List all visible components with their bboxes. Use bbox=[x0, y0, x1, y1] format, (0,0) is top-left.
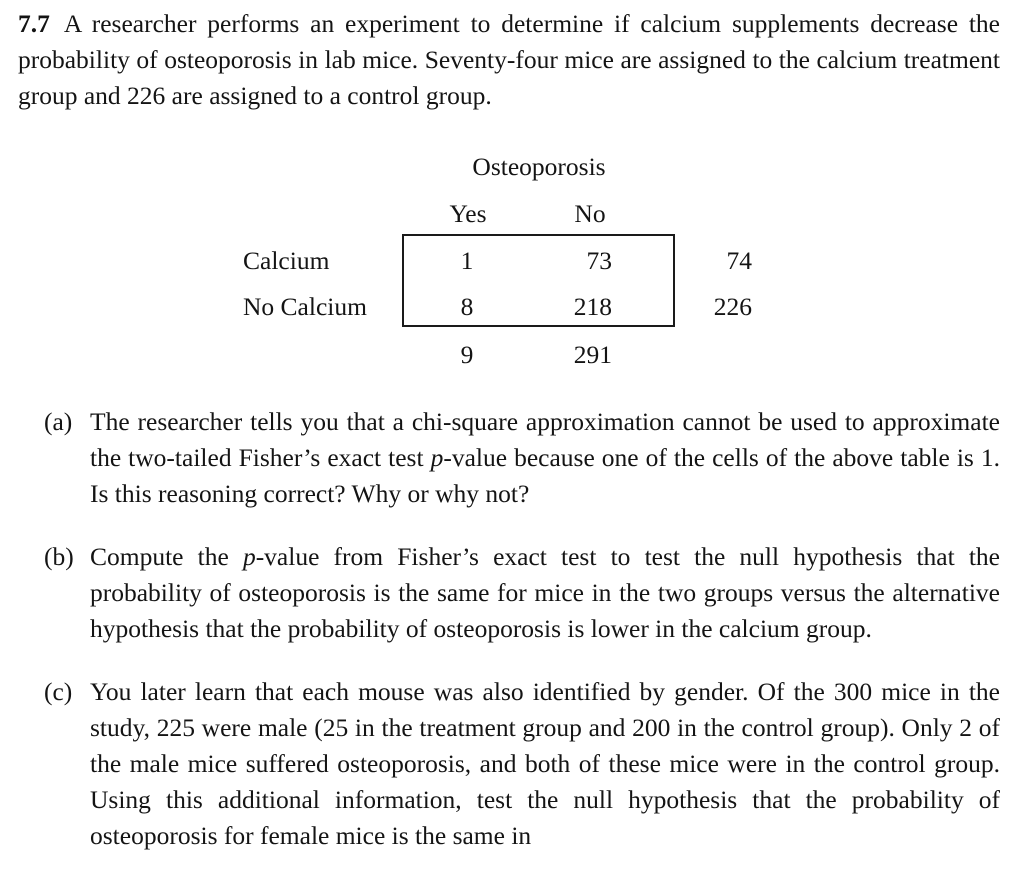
row-label-calcium: Calcium bbox=[243, 246, 330, 275]
part-a bbox=[44, 404, 1000, 512]
part-text-segment: -value from Fisher’s exact test to test the null hypothesis that the probability of osteoporosis is the same for mice in the two groups versus the alternative hypothesis that the probability of osteoporosis is lower in the calcium group. bbox=[90, 542, 1000, 643]
problem-text: A researcher performs an experiment to determine if calcium supplements decrease the probability of osteoporosis in lab mice. Seventy-four mice are assigned to the calcium treatment group and 226 are assigned to a control group. bbox=[18, 9, 1000, 110]
part-label: (c) bbox=[44, 677, 73, 706]
column-header-no: No bbox=[574, 199, 606, 228]
table-border bbox=[402, 234, 675, 327]
column-header-yes: Yes bbox=[449, 199, 487, 228]
part-b bbox=[44, 539, 1000, 647]
part-label: (b) bbox=[44, 542, 74, 571]
row-label-no-calcium: No Calcium bbox=[243, 292, 367, 321]
cell-calcium-no: 73 bbox=[586, 246, 612, 275]
p-variable: p bbox=[430, 443, 444, 472]
contingency-table bbox=[0, 0, 1024, 400]
part-c bbox=[44, 674, 1000, 854]
problem-number: 7.7 bbox=[18, 9, 50, 38]
column-total-yes: 9 bbox=[460, 340, 474, 369]
part-text-segment: -value because one of the cells of the above table is 1. Is this reasoning correct? Why or why not? bbox=[90, 443, 1000, 508]
part-label: (a) bbox=[44, 407, 73, 436]
part-text bbox=[90, 542, 1000, 643]
cell-no-calcium-yes: 8 bbox=[460, 292, 474, 321]
part-text bbox=[90, 407, 1000, 508]
column-total-no: 291 bbox=[573, 340, 612, 369]
part-text: You later learn that each mouse was also identified by gender. Of the 300 mice in the study, 225 were male (25 in the treatment group and 200 in the control group). Only 2 of the male mice suffered osteoporosis, and both of these mice were in the control group. Using this additional information, test the null hypothesis that the probability of osteoporosis for female mice is the same in bbox=[90, 677, 1000, 850]
column-group-header: Osteoporosis bbox=[472, 152, 606, 181]
p-variable: p bbox=[242, 542, 256, 571]
part-text-segment: Compute the bbox=[90, 542, 243, 571]
problem-parts bbox=[44, 404, 1000, 881]
row-total-calcium: 74 bbox=[726, 246, 752, 275]
cell-no-calcium-no: 218 bbox=[573, 292, 612, 321]
cell-calcium-yes: 1 bbox=[460, 246, 474, 275]
part-text-segment: The researcher tells you that a chi-square approximation cannot be used to approximate the two-tailed Fisher’s exact test bbox=[90, 407, 1000, 472]
row-total-no-calcium: 226 bbox=[713, 292, 752, 321]
